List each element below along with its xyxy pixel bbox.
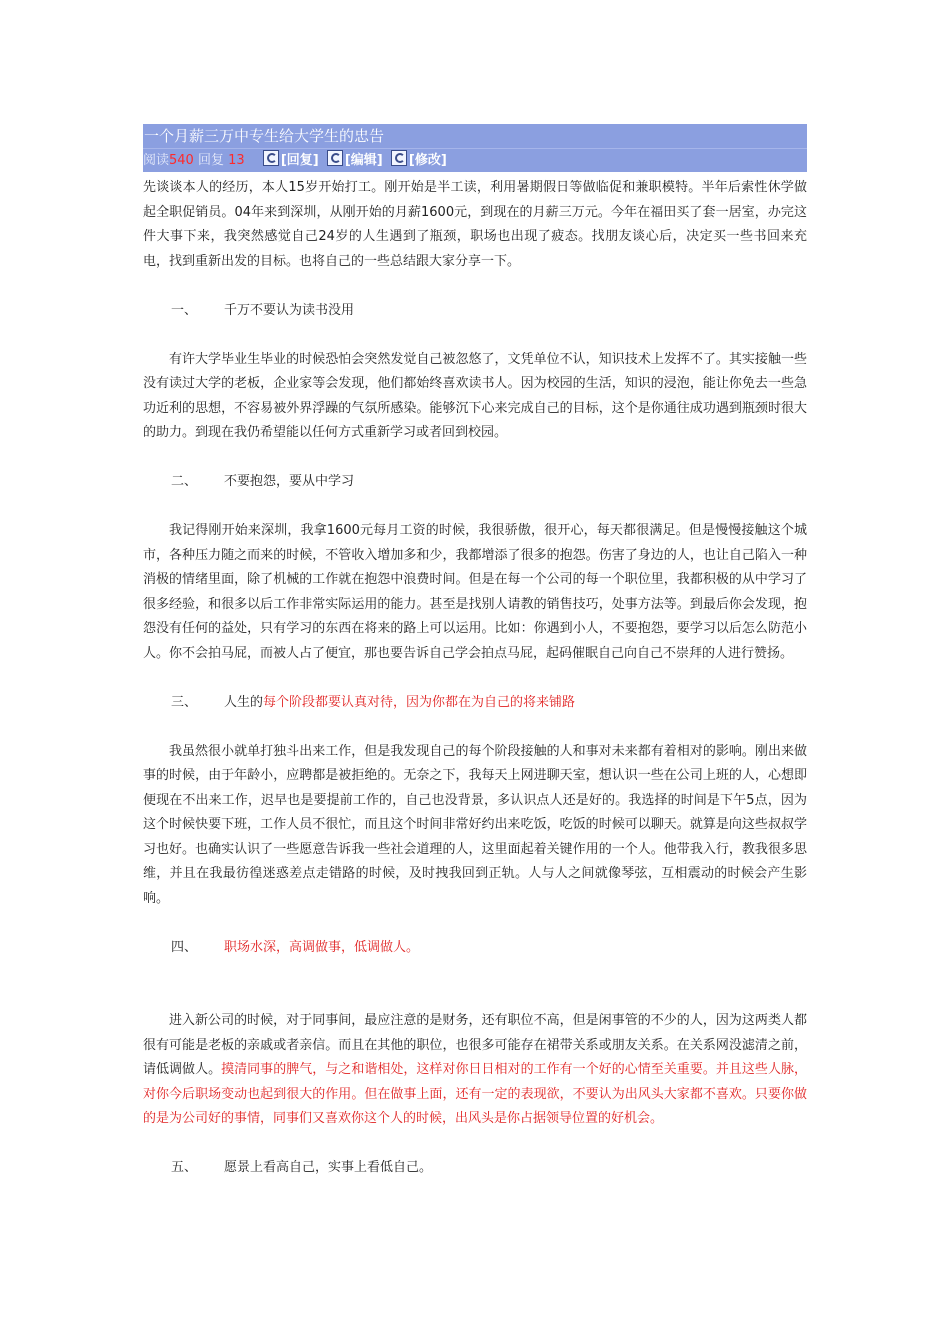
section-5-heading: [143, 1156, 807, 1181]
read-count: 540: [169, 153, 194, 168]
reply-count: 13: [228, 153, 245, 168]
reply-label: 回复: [197, 153, 224, 168]
section-4-paragraph: [143, 1009, 807, 1132]
section-4-number: 四、: [171, 939, 198, 955]
edit-icon: [327, 150, 343, 166]
article-title: 一个月薪三万中专生给大学生的忠告: [144, 127, 385, 145]
section-5-number: 五、: [171, 1160, 198, 1175]
section-1-number: 一、: [171, 302, 198, 318]
section-4-text-highlight: 摸清同事的脾气，与之和谐相处，这样对你日日相对的工作有一个好的心情至关重要。并且这些人脉，对你今后职场变动也起到很大的作用。但在做事上面，还有一定的表现欲，不要认为出风头大家都不喜欢。只要你做的是为公司好的事情，同事们又喜欢你这个人的时候，出风头是你占据领导位置的好机会。: [143, 1062, 807, 1126]
article-body: [143, 176, 807, 1181]
section-2-heading: [143, 470, 807, 495]
section-2-paragraph: 我记得刚开始来深圳，我拿1600元每月工资的时候，我很骄傲，很开心，每天都很满足。但是慢慢接触这个城市，各种压力随之而来的时候，不管收入增加多和少，我都增添了很多的抱怨。伤害了身边的人，也让自己陷入一种消极的情绪里面，除了机械的工作就在抱怨中浪费时间。但是在每一个公司的每一个职位里，我都积极的从中学习了很多经验，和很多以后工作非常实际运用的能力。甚至是找别人请教的销售技巧，处事方法等。到最后你会发现，抱怨没有任何的益处，只有学习的东西在将来的路上可以运用。比如：你遇到小人，不要抱怨，要学习以后怎么防范小人。你不会拍马屁，而被人占了便宜，那也要告诉自己学会拍点马屁，起码催眠自己向自己不崇拜的人进行赞扬。: [143, 523, 807, 661]
reply-button[interactable]: [263, 153, 319, 168]
edit-button-label: [编辑]: [344, 153, 383, 168]
read-label: 阅读: [143, 153, 170, 168]
modify-icon: [391, 150, 407, 166]
article: [143, 124, 807, 1181]
reply-button-label: [回复]: [280, 153, 319, 168]
modify-button[interactable]: [391, 153, 447, 168]
section-4-text: 进入新公司的时候，对于同事间，最应注意的是财务，还有职位不高，但是闲事管的不少的人，因为这两类人都很有可能是老板的亲戚或者亲信。而且在其他的职位，也很多可能存在裙带关系或朋友关系。在关系网没滤清之前，请低调做人。: [143, 1013, 807, 1077]
section-3-paragraph: 我虽然很小就单打独斗出来工作，但是我发现自己的每个阶段接触的人和事对未来都有着相对的影响。刚出来做事的时候，由于年龄小，应聘都是被拒绝的。无奈之下，我每天上网进聊天室，想认识一些在公司上班的人，心想即便现在不出来工作，迟早也是要提前工作的，自己也没背景，多认识点人还是好的。我选择的时间是下午5点，因为这个时候快要下班，工作人员不很忙，而且这个时间非常好约出来吃饭，吃饭的时候可以聊天。就算是向这些叔叔学习也好。也确实认识了一些愿意告诉我一些社会道理的人，这里面起着关键作用的一个人。他带我入行，教我很多思维，并且在我最彷徨迷惑差点走错路的时候，及时拽我回到正轨。人与人之间就像琴弦，互相震动的时候会产生影响。: [143, 743, 807, 906]
modify-button-label: [修改]: [408, 153, 447, 168]
edit-button[interactable]: [327, 153, 383, 168]
article-title-bar: [143, 124, 807, 148]
section-3-title-prefix: 人生的: [224, 694, 264, 710]
section-5-title: 愿景上看高自己，实事上看低自己。: [224, 1160, 433, 1175]
section-2-number: 二、: [171, 474, 198, 489]
section-4-title: 职场水深，高调做事，低调做人。: [224, 939, 420, 955]
section-2-title: 不要抱怨，要从中学习: [224, 474, 355, 489]
section-3-title-highlight: 每个阶段都要认真对待，因为你都在为自己的将来铺路: [263, 694, 576, 710]
article-meta-bar: [143, 148, 807, 172]
section-1-heading: [143, 299, 807, 324]
section-3-number: 三、: [171, 694, 198, 710]
section-4-heading: [143, 936, 807, 961]
section-3-heading: [143, 691, 807, 716]
section-1-paragraph: 有许大学毕业生毕业的时候恐怕会突然发觉自己被忽悠了，文凭单位不认，知识技术上发挥不了。其实接触一些没有读过大学的老板，企业家等会发现，他们都始终喜欢读书人。因为校园的生活，知识的浸泡，能让你免去一些急功近利的思想，不容易被外界浮躁的气氛所感染。能够沉下心来完成自己的目标，这个是你通往成功遇到瓶颈时很大的助力。到现在我仍希望能以任何方式重新学习或者回到校园。: [143, 351, 807, 440]
intro-paragraph: 先谈谈本人的经历，本人15岁开始打工。刚开始是半工读，利用暑期假日等做临促和兼职模特。半年后索性休学做起全职促销员。04年来到深圳，从刚开始的月薪1600元，到现在的月薪三万元。今年在福田买了套一居室，办完这件大事下来，我突然感觉自己24岁的人生遇到了瓶颈，职场也出现了疲态。找朋友谈心后，决定买一些书回来充电，找到重新出发的目标。也将自己的一些总结跟大家分享一下。: [143, 180, 807, 269]
section-1-title: 千万不要认为读书没用: [224, 302, 355, 318]
reply-icon: [263, 150, 279, 166]
